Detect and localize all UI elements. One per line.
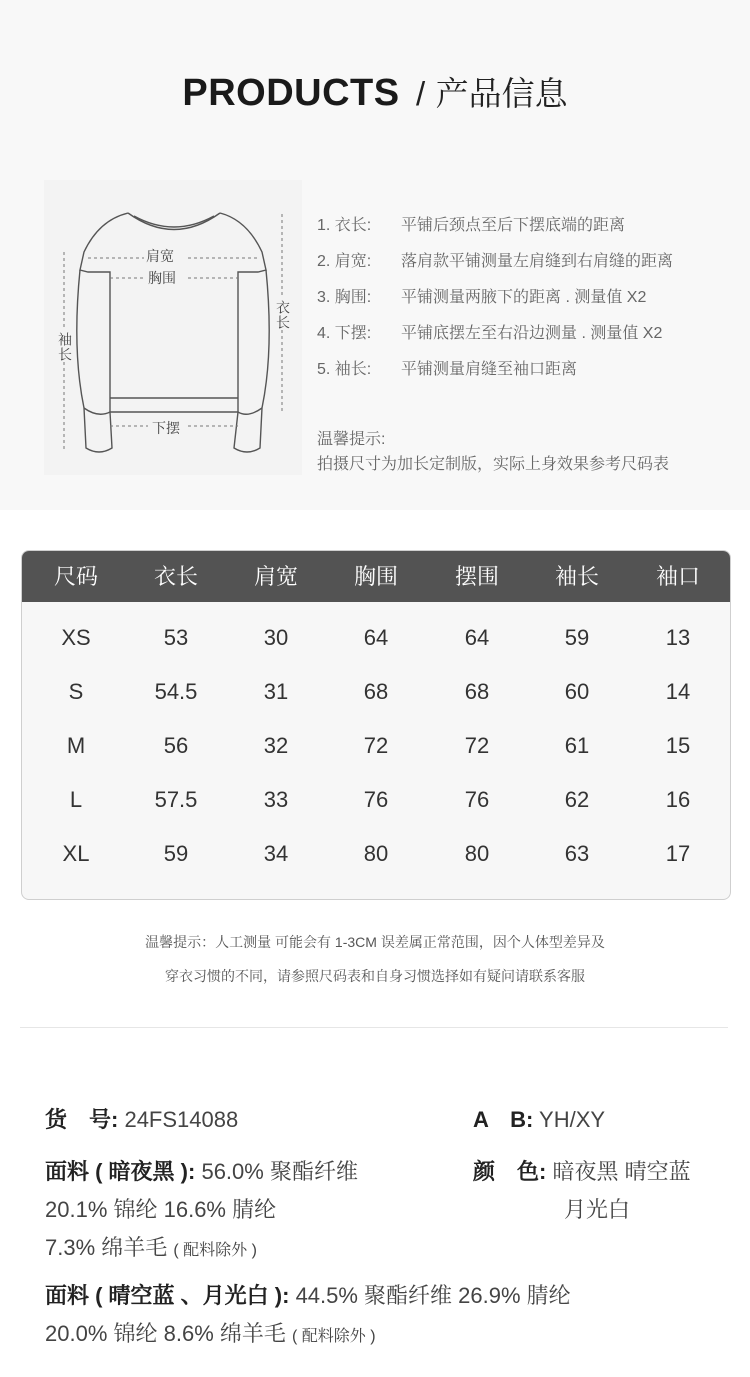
fabric-blue-white: 面料 ( 晴空蓝 、月光白 ): 44.5% 聚酯纤维 26.9% 腈纶 20.0% 锦纶 8.6% 绵羊毛 ( 配料除外 ) <box>45 1283 571 1346</box>
measurement-definitions <box>317 208 737 388</box>
table-cell: 61 <box>564 733 590 758</box>
table-row <box>22 773 730 827</box>
size-table-header <box>22 551 730 602</box>
fabric-black: 面料 ( 暗夜黑 ): 56.0% 聚酯纤维 20.1% 锦纶 16.6% 腈纶 7.3% 绵羊毛 ( 配料除外 ) <box>45 1159 358 1260</box>
table-cell: 32 <box>263 733 289 758</box>
header-cell: 尺码 <box>53 564 98 589</box>
table-cell: XL <box>62 841 90 866</box>
header-cell: 摆围 <box>454 564 499 589</box>
tip-text: 拍摄尺寸为加长定制版，实际上身效果参考尺码表 <box>317 456 670 473</box>
size-note-line1: 温馨提示：人工测量 可能会有 1-3CM 误差属正常范围，因个人体型差异及 <box>145 934 605 950</box>
table-cell: 33 <box>263 787 289 812</box>
table-cell: 64 <box>464 625 490 650</box>
title-english: PRODUCTS <box>182 72 400 114</box>
tip-title: 温馨提示: <box>317 431 386 448</box>
table-cell: 56 <box>163 733 189 758</box>
table-cell: 72 <box>464 733 490 758</box>
header-cell: 袖长 <box>554 564 599 589</box>
table-row <box>22 611 730 665</box>
table-cell: 62 <box>564 787 590 812</box>
color-options: 颜 色: 暗夜黑 晴空蓝 月光白 <box>473 1159 691 1222</box>
table-row <box>22 719 730 773</box>
item-number: 货 号: 24FS14088 <box>45 1107 239 1132</box>
table-cell: 76 <box>464 787 490 812</box>
definition-item: 1. 衣长: 平铺后颈点至后下摆底端的距离 <box>317 217 626 234</box>
table-cell: 64 <box>363 625 389 650</box>
hem-label: 下摆 <box>152 420 180 436</box>
table-cell: 15 <box>665 733 691 758</box>
page-title <box>0 68 750 115</box>
size-table <box>21 550 731 900</box>
table-cell: 34 <box>263 841 289 866</box>
definition-item: 5. 袖长: 平铺测量肩缝至袖口距离 <box>317 361 578 378</box>
header-cell: 衣长 <box>153 564 198 589</box>
table-cell: 59 <box>163 841 189 866</box>
section-divider <box>20 1027 728 1028</box>
table-cell: 80 <box>363 841 389 866</box>
sweater-measurement-diagram <box>44 180 302 475</box>
table-cell: 63 <box>564 841 590 866</box>
shooting-tip <box>317 427 669 477</box>
table-cell: 68 <box>363 679 389 704</box>
header-cell: 肩宽 <box>253 564 298 589</box>
table-cell: S <box>68 679 84 704</box>
table-cell: 59 <box>564 625 590 650</box>
sleeve-label: 袖长 <box>57 332 73 362</box>
header-cell: 胸围 <box>353 564 398 589</box>
table-cell: 72 <box>363 733 389 758</box>
title-chinese: 产品信息 <box>435 75 568 112</box>
table-row <box>22 665 730 719</box>
table-cell: 68 <box>464 679 490 704</box>
table-cell: 30 <box>263 625 289 650</box>
table-row <box>22 827 730 881</box>
shoulder-label: 肩宽 <box>146 248 174 264</box>
header-cell: 袖口 <box>655 564 700 589</box>
table-cell: 57.5 <box>154 787 198 812</box>
table-cell: 76 <box>363 787 389 812</box>
table-cell: L <box>69 787 83 812</box>
chest-label: 胸围 <box>148 270 176 286</box>
length-label: 衣长 <box>275 300 291 330</box>
table-cell: M <box>66 733 86 758</box>
table-cell: 14 <box>665 679 691 704</box>
ab-code: A B: YH/XY <box>473 1107 606 1132</box>
table-cell: 17 <box>665 841 691 866</box>
table-cell: 53 <box>163 625 189 650</box>
table-cell: 80 <box>464 841 490 866</box>
table-cell: 13 <box>665 625 691 650</box>
table-cell: XS <box>61 625 91 650</box>
title-separator: / <box>416 75 426 112</box>
table-cell: 60 <box>564 679 590 704</box>
size-note-line2: 穿衣习惯的不同，请参照尺码表和自身习惯选择如有疑问请联系客服 <box>165 968 585 984</box>
definition-item: 4. 下摆: 平铺底摆左至右沿边测量 . 测量值 X2 <box>317 325 663 342</box>
table-cell: 31 <box>263 679 289 704</box>
table-cell: 16 <box>665 787 691 812</box>
definition-item: 2. 肩宽: 落肩款平铺测量左肩缝到右肩缝的距离 <box>317 253 674 270</box>
table-cell: 54.5 <box>154 679 198 704</box>
definition-item: 3. 胸围: 平铺测量两腋下的距离 . 测量值 X2 <box>317 289 647 306</box>
